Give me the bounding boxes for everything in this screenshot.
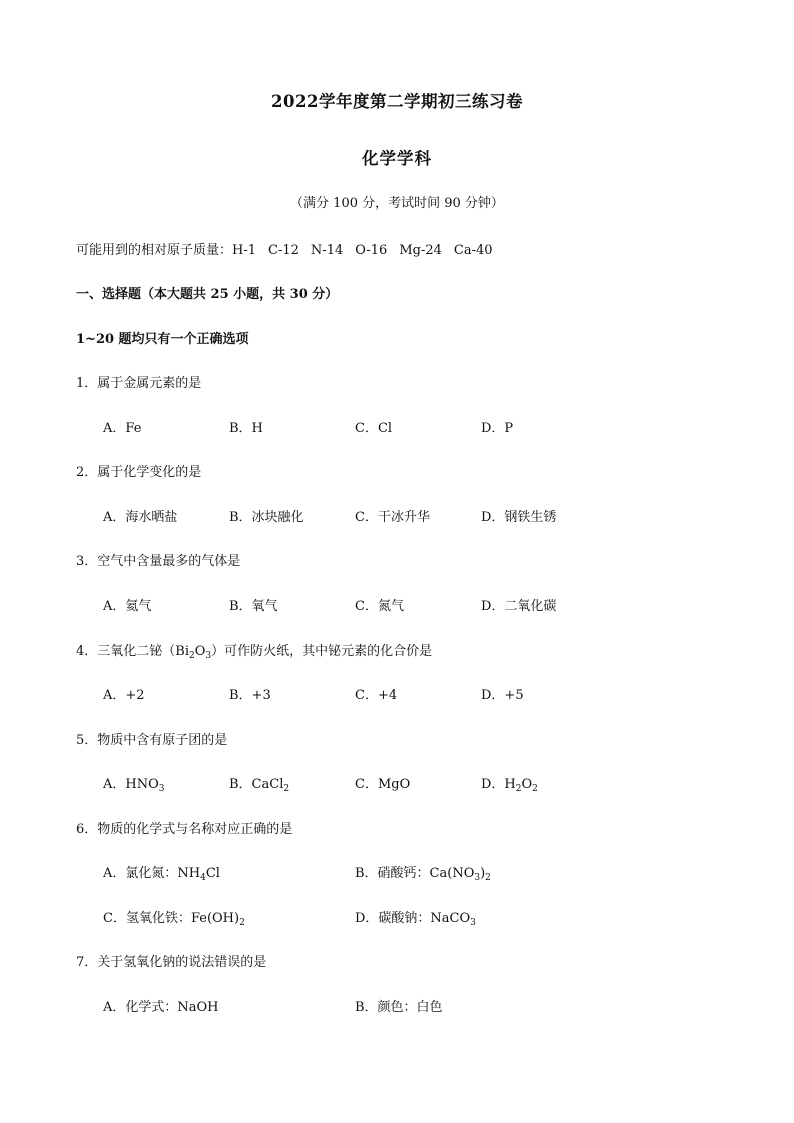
option-text: Cl bbox=[205, 866, 220, 881]
subscript: 2 bbox=[485, 873, 491, 883]
question-5-stem: 5．物质中含有原子团的是 bbox=[76, 733, 228, 748]
subscript: 2 bbox=[239, 918, 245, 928]
option-text: B．CaCl bbox=[229, 777, 284, 792]
question-4-stem bbox=[76, 640, 432, 659]
section-title: 一、选择题（本大题共 25 小题，共 30 分） bbox=[76, 287, 339, 302]
question-6-option-d bbox=[355, 907, 476, 926]
atomic-mass-item: Ca-40 bbox=[453, 243, 493, 258]
question-5-option-a bbox=[103, 773, 165, 792]
question-7-stem: 7．关于氢氧化钠的说法错误的是 bbox=[76, 955, 267, 970]
question-5-option-c bbox=[355, 773, 410, 792]
subscript: 2 bbox=[188, 651, 195, 661]
option-text: B．硝酸钙：Ca(NO bbox=[355, 866, 475, 881]
question-1-option-d: D．P bbox=[481, 421, 514, 436]
atomic-masses-label: 可能用到的相对原子质量： bbox=[76, 243, 233, 258]
question-5-option-b bbox=[229, 773, 289, 792]
subscript: 3 bbox=[158, 784, 165, 794]
question-6-option-c bbox=[103, 907, 245, 926]
question-7-option-a: A．化学式：NaOH bbox=[103, 1000, 219, 1015]
question-6-stem: 6．物质的化学式与名称对应正确的是 bbox=[76, 822, 293, 837]
question-1-option-a: A．Fe bbox=[103, 421, 142, 436]
stem-text: 4．三氧化二铋（Bi bbox=[76, 644, 189, 659]
question-6-option-a bbox=[103, 862, 220, 881]
subscript: 3 bbox=[470, 918, 476, 928]
subscript: 3 bbox=[474, 873, 481, 883]
question-1-stem: 1．属于金属元素的是 bbox=[76, 376, 202, 391]
question-3-option-c: C．氮气 bbox=[355, 599, 404, 614]
question-4-option-a: A．+2 bbox=[103, 688, 145, 703]
atomic-mass-item: C-12 bbox=[268, 243, 299, 258]
exam-subject: 化学学科 bbox=[362, 149, 432, 168]
atomic-mass-item: H-1 bbox=[232, 243, 257, 258]
question-4-option-d: D．+5 bbox=[481, 688, 524, 703]
question-2-option-d: D．钢铁生锈 bbox=[481, 510, 557, 525]
question-2-stem: 2．属于化学变化的是 bbox=[76, 465, 202, 480]
question-3-option-b: B．氧气 bbox=[229, 599, 278, 614]
subscript: 4 bbox=[200, 873, 206, 883]
question-1-option-c: C．Cl bbox=[355, 421, 393, 436]
stem-text: ）可作防火纸，其中铋元素的化合价是 bbox=[211, 644, 433, 659]
option-text: C．氢氧化铁：Fe(OH) bbox=[103, 911, 240, 926]
section-instruction: 1~20 题均只有一个正确选项 bbox=[76, 332, 249, 347]
option-text: A．氯化氮：NH bbox=[103, 866, 201, 881]
option-text: O bbox=[521, 777, 533, 792]
stem-text: O bbox=[194, 644, 206, 659]
option-text: C．MgO bbox=[355, 777, 411, 792]
subscript: 2 bbox=[532, 784, 538, 794]
subscript: 2 bbox=[515, 784, 522, 794]
question-6-option-b bbox=[355, 862, 491, 881]
atomic-mass-item: Mg-24 bbox=[399, 243, 442, 258]
question-7-option-b: B．颜色：白色 bbox=[355, 1000, 443, 1015]
option-text: ) bbox=[480, 866, 486, 881]
atomic-mass-item: N-14 bbox=[310, 243, 344, 258]
exam-title: 2022学年度第二学期初三练习卷 bbox=[271, 92, 523, 111]
option-text: D．H bbox=[481, 777, 516, 792]
atomic-masses-line bbox=[76, 239, 505, 258]
question-4-option-c: C．+4 bbox=[355, 688, 398, 703]
question-2-option-a: A．海水晒盐 bbox=[103, 510, 178, 525]
subscript: 3 bbox=[205, 651, 212, 661]
question-3-stem: 3．空气中含量最多的气体是 bbox=[76, 554, 241, 569]
question-4-option-b: B．+3 bbox=[229, 688, 271, 703]
subscript: 2 bbox=[283, 784, 290, 794]
question-2-option-b: B．冰块融化 bbox=[229, 510, 304, 525]
question-1-option-b: B．H bbox=[229, 421, 263, 436]
question-2-option-c: C．干冰升华 bbox=[355, 510, 430, 525]
question-3-option-a: A．氦气 bbox=[103, 599, 152, 614]
option-text: A．HNO bbox=[103, 777, 159, 792]
option-text: D．碳酸钠：NaCO bbox=[355, 911, 471, 926]
exam-note: （满分 100 分，考试时间 90 分钟） bbox=[290, 196, 504, 211]
question-5-option-d bbox=[481, 773, 538, 792]
question-3-option-d: D．二氧化碳 bbox=[481, 599, 557, 614]
atomic-mass-item: O-16 bbox=[355, 243, 388, 258]
